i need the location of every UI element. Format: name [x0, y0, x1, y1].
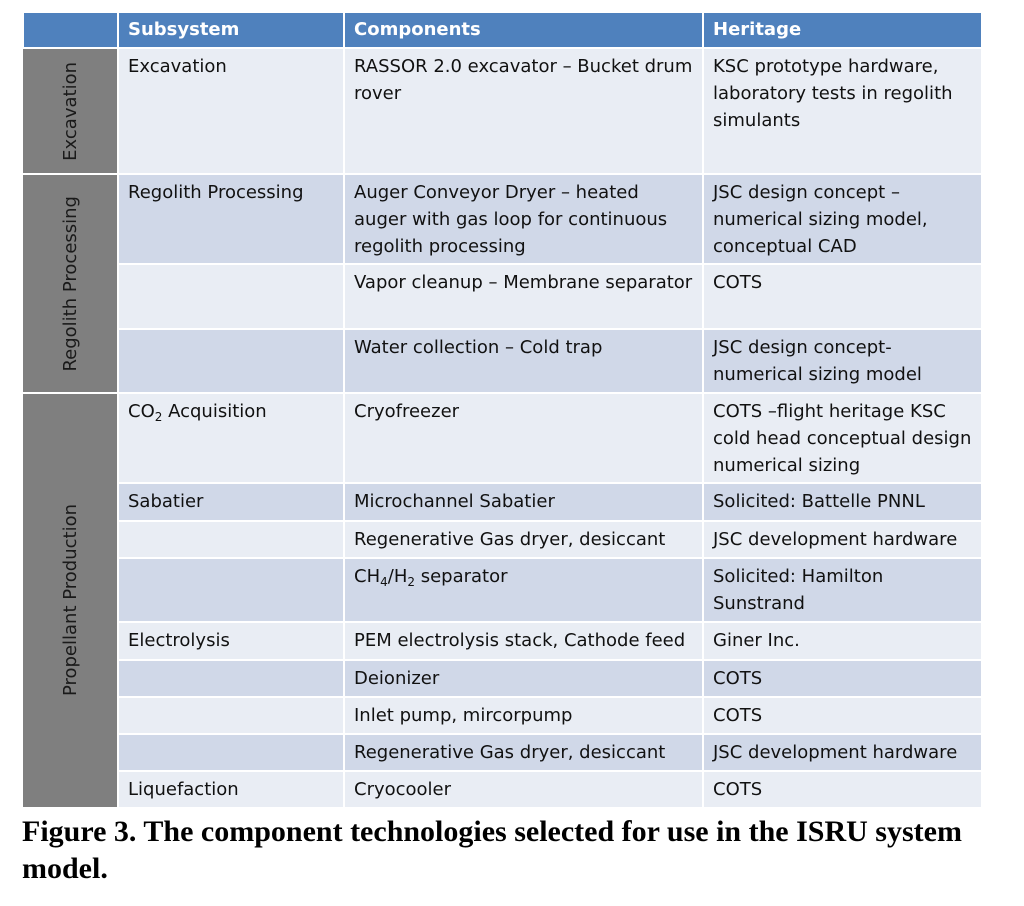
table-row	[23, 483, 982, 521]
header-subsystem: Subsystem	[118, 12, 344, 48]
header-heritage: Heritage	[703, 12, 982, 48]
table-row	[23, 622, 982, 660]
heritage-cell: KSC prototype hardware, laboratory tests in regolith simulants	[703, 48, 982, 174]
component-cell	[344, 558, 703, 622]
subscript: 2	[154, 410, 163, 424]
table-row	[23, 48, 982, 174]
component-cell: Regenerative Gas dryer, desiccant	[344, 734, 703, 771]
group-propellant-production	[23, 393, 118, 808]
subsystem-cell: Excavation	[118, 48, 344, 174]
header-group	[23, 12, 118, 48]
component-cell: Cryofreezer	[344, 393, 703, 483]
subsystem-cell	[118, 660, 344, 697]
component-cell: PEM electrolysis stack, Cathode feed	[344, 622, 703, 660]
table-row	[23, 734, 982, 771]
subsystem-cell	[118, 697, 344, 734]
heritage-cell: Solicited: Hamilton Sunstrand	[703, 558, 982, 622]
heritage-cell: COTS	[703, 697, 982, 734]
heritage-cell: Solicited: Battelle PNNL	[703, 483, 982, 521]
subsystem-cell	[118, 393, 344, 483]
subsystem-cell: Electrolysis	[118, 622, 344, 660]
heritage-cell: JSC development hardware	[703, 734, 982, 771]
component-cell: Inlet pump, mircorpump	[344, 697, 703, 734]
subsystem-cell	[118, 521, 344, 558]
table-row	[23, 660, 982, 697]
subsystem-cell	[118, 558, 344, 622]
subsystem-suffix: Acquisition	[162, 401, 267, 422]
component-cell: Water collection – Cold trap	[344, 329, 703, 393]
heritage-cell: COTS	[703, 264, 982, 329]
table-row	[23, 393, 982, 483]
subsystem-cell: Sabatier	[118, 483, 344, 521]
table-row	[23, 264, 982, 329]
group-regolith-processing	[23, 174, 118, 393]
table-row	[23, 558, 982, 622]
group-label: Regolith Processing	[59, 195, 81, 372]
subscript: 2	[407, 575, 415, 589]
subsystem-cell: Liquefaction	[118, 771, 344, 808]
heritage-cell: JSC development hardware	[703, 521, 982, 558]
component-cell: Deionizer	[344, 660, 703, 697]
table-row	[23, 771, 982, 808]
subsystem-prefix: CO	[128, 401, 155, 422]
component-cell: Regenerative Gas dryer, desiccant	[344, 521, 703, 558]
component-cell: RASSOR 2.0 excavator – Bucket drum rover	[344, 48, 703, 174]
heritage-cell: COTS	[703, 660, 982, 697]
heritage-cell: Giner Inc.	[703, 622, 982, 660]
header-row	[23, 12, 982, 48]
table-row	[23, 174, 982, 264]
component-cell: Microchannel Sabatier	[344, 483, 703, 521]
heritage-cell: JSC design concept- numerical sizing model	[703, 329, 982, 393]
component-cell: Auger Conveyor Dryer – heated auger with gas loop for continuous regolith processing	[344, 174, 703, 264]
table-row	[23, 329, 982, 393]
table-row	[23, 521, 982, 558]
component-cell: Cryocooler	[344, 771, 703, 808]
component-cell: Vapor cleanup – Membrane separator	[344, 264, 703, 329]
group-label: Propellant Production	[59, 504, 81, 697]
subsystem-cell	[118, 264, 344, 329]
group-label: Excavation	[59, 61, 81, 161]
formula-part: /H	[387, 566, 408, 587]
formula-part: CH	[354, 566, 381, 587]
subsystem-cell	[118, 734, 344, 771]
subsystem-cell	[118, 329, 344, 393]
formula-part: separator	[415, 566, 508, 587]
subsystem-cell: Regolith Processing	[118, 174, 344, 264]
figure-caption: Figure 3. The component technologies selected for use in the ISRU system model.	[22, 815, 962, 885]
component-table	[22, 11, 983, 809]
header-components: Components	[344, 12, 703, 48]
group-excavation	[23, 48, 118, 174]
heritage-cell: JSC design concept – numerical sizing model, conceptual CAD	[703, 174, 982, 264]
subscript: 4	[380, 575, 388, 589]
table-row	[23, 697, 982, 734]
heritage-cell: COTS –flight heritage KSC cold head conceptual design numerical sizing	[703, 393, 982, 483]
heritage-cell: COTS	[703, 771, 982, 808]
